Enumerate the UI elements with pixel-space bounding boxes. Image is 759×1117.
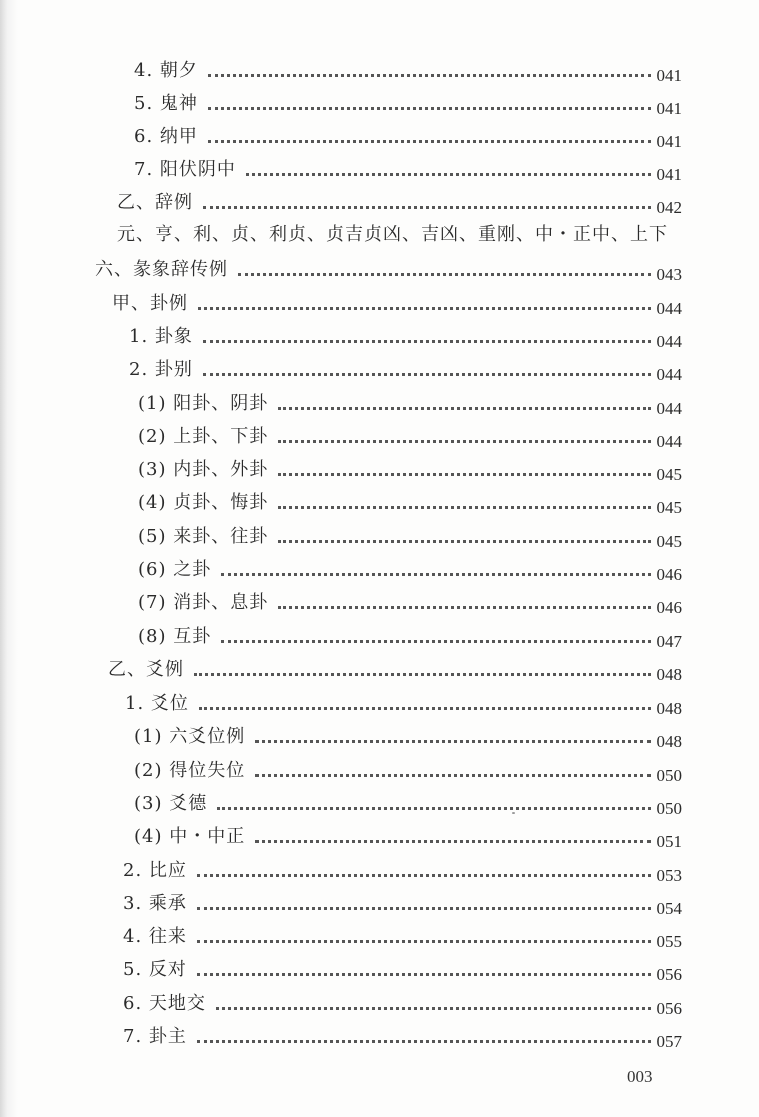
dot-leader: [203, 339, 651, 343]
toc-page-number: 050: [656, 799, 682, 818]
toc-entry-zhengua-huigua[interactable]: [138, 480, 682, 517]
toc-entry-guabie[interactable]: [129, 347, 682, 384]
toc-page-number: 050: [656, 766, 682, 785]
dot-leader: [203, 372, 651, 376]
toc-entry-yaoli[interactable]: [108, 647, 682, 684]
toc-entry-label: 7. 阳伏阴中: [134, 159, 236, 180]
toc-page-number: 044: [656, 299, 682, 318]
toc-page-number: 056: [656, 999, 682, 1018]
toc-subline-terms: 元、亨、利、贞、利贞、贞吉贞凶、吉凶、重刚、中・正中、上下: [117, 224, 668, 245]
dot-leader: [278, 406, 650, 410]
toc-entry-label: 7. 卦主: [123, 1026, 187, 1047]
toc-entry-label: (3) 内卦、外卦: [138, 459, 269, 480]
toc-page-number: 051: [656, 832, 682, 851]
toc-page-number: 047: [656, 632, 682, 651]
dot-leader: [208, 139, 651, 143]
toc-entry-hugua[interactable]: [138, 614, 682, 651]
toc-entry-label: 5. 鬼神: [134, 93, 198, 114]
dot-leader: [255, 739, 650, 743]
toc-entry-label: 5. 反对: [123, 959, 187, 980]
dot-leader: [197, 873, 651, 877]
dot-leader: [197, 939, 651, 943]
dot-leader: [197, 1039, 651, 1043]
toc-page-number: 046: [656, 565, 682, 584]
toc-entry-zhong-zhongzheng[interactable]: [134, 814, 682, 851]
toc-page-number: 044: [656, 332, 682, 351]
toc-entry-tuanxiang[interactable]: [95, 247, 682, 284]
toc-entry-zhigua[interactable]: [138, 547, 682, 584]
toc-entry-label: 3. 乘承: [123, 893, 187, 914]
toc-entry-label: (6) 之卦: [138, 559, 212, 580]
dot-leader: [255, 839, 650, 843]
toc-entry-label: 乙、爻例: [108, 659, 184, 680]
dot-leader: [246, 172, 651, 176]
dot-leader: [278, 439, 650, 443]
toc-page-number: 048: [656, 699, 682, 718]
dot-leader: [203, 205, 651, 209]
toc-page-number: 041: [656, 66, 682, 85]
dot-leader: [197, 906, 651, 910]
toc-entry-label: 乙、辞例: [117, 192, 193, 213]
dot-leader: [278, 505, 650, 509]
toc-entry-label: 六、彖象辞传例: [95, 259, 228, 280]
toc-entry-shanggua-xiagua[interactable]: [138, 414, 682, 451]
toc-entry-yaowei[interactable]: [125, 681, 682, 718]
toc-entry-najia[interactable]: [134, 114, 682, 151]
toc-entry-yaode[interactable]: [134, 781, 682, 818]
toc-entry-biying[interactable]: [123, 848, 682, 885]
toc-entry-guazhu[interactable]: [123, 1014, 682, 1051]
toc-page-number: 045: [656, 532, 682, 551]
toc-page-number: 048: [656, 665, 682, 684]
toc-entry-zhaoxi[interactable]: [134, 48, 682, 85]
toc-page-number: 046: [656, 598, 682, 617]
dot-leader: [194, 672, 651, 676]
toc-entry-label: 甲、卦例: [112, 293, 188, 314]
toc-entry-label: 6. 纳甲: [134, 126, 198, 147]
toc-entry-label: (7) 消卦、息卦: [138, 592, 269, 613]
toc-entry-label: 2. 卦别: [129, 359, 193, 380]
toc-page-number: 041: [656, 99, 682, 118]
toc-entry-fandui[interactable]: [123, 947, 682, 984]
toc-page-number: 044: [656, 399, 682, 418]
toc-entry-chengcheng[interactable]: [123, 881, 682, 918]
toc-page-number: 055: [656, 932, 682, 951]
dot-leader: [208, 106, 651, 110]
toc-page-number: 045: [656, 465, 682, 484]
toc-entry-label: 4. 朝夕: [134, 60, 198, 81]
toc-page-number: 044: [656, 365, 682, 384]
toc-entry-cili[interactable]: [117, 180, 682, 217]
toc-entry-yanggua-yingua[interactable]: [138, 381, 682, 418]
toc-entry-liuyao-weili[interactable]: [134, 714, 682, 751]
toc-page-number: 042: [656, 198, 682, 217]
toc-entry-label: 2. 比应: [123, 860, 187, 881]
toc-entry-label: 1. 卦象: [129, 326, 193, 347]
toc-page-number: 057: [656, 1032, 682, 1051]
toc-entry-tiandijiao[interactable]: [123, 981, 682, 1018]
toc-entry-label: (8) 互卦: [138, 626, 212, 647]
toc-page-number: 044: [656, 432, 682, 451]
dot-leader: [221, 639, 650, 643]
toc-entry-label: (4) 中・中正: [134, 826, 246, 847]
toc-page-number: 043: [656, 265, 682, 284]
toc-entry-label: 6. 天地交: [123, 993, 206, 1014]
toc-entry-label: 1. 爻位: [125, 693, 189, 714]
toc-entry-yangfuyinzhong[interactable]: [134, 147, 682, 184]
dot-leader: [278, 605, 650, 609]
toc-entry-label: (4) 贞卦、悔卦: [138, 492, 269, 513]
dot-leader: [216, 1006, 651, 1010]
toc-entry-xiaogua-xigua[interactable]: [138, 580, 682, 617]
dot-leader: [197, 972, 651, 976]
dot-leader: [278, 472, 650, 476]
toc-entry-label: (2) 得位失位: [134, 760, 246, 781]
toc-entry-label: 4. 往来: [123, 926, 187, 947]
toc-entry-neigua-waigua[interactable]: [138, 447, 682, 484]
toc-page-number: 041: [656, 132, 682, 151]
dot-leader: [255, 773, 650, 777]
toc-entry-guishen[interactable]: [134, 81, 682, 118]
dot-leader: [278, 539, 650, 543]
toc-page-number: 041: [656, 165, 682, 184]
toc-page-number: 048: [656, 732, 682, 751]
dot-leader: [221, 572, 650, 576]
toc-entry-laigua-wanggua[interactable]: [138, 514, 682, 551]
toc-entry-wanglai[interactable]: [123, 914, 682, 951]
toc-page-number: 056: [656, 965, 682, 984]
toc-entry-guaxiang[interactable]: [129, 314, 682, 351]
dot-leader: [238, 272, 651, 276]
toc-entry-label: (3) 爻德: [134, 793, 208, 814]
dot-leader: [208, 73, 651, 77]
dot-leader: [199, 706, 651, 710]
toc-page-number: 054: [656, 899, 682, 918]
page-number-footer: 003: [627, 1067, 653, 1086]
toc-entry-label: (1) 阳卦、阴卦: [138, 393, 269, 414]
toc-entry-label: (1) 六爻位例: [134, 726, 246, 747]
toc-entry-label: (2) 上卦、下卦: [138, 426, 269, 447]
toc-entry-guali[interactable]: [112, 281, 682, 318]
toc-page-number: 045: [656, 498, 682, 517]
toc-entry-dewei-shiwei[interactable]: [134, 748, 682, 785]
dot-leader: [217, 806, 650, 810]
toc-page-number: 053: [656, 866, 682, 885]
dot-leader: [198, 306, 651, 310]
toc-entry-label: (5) 来卦、往卦: [138, 526, 269, 547]
